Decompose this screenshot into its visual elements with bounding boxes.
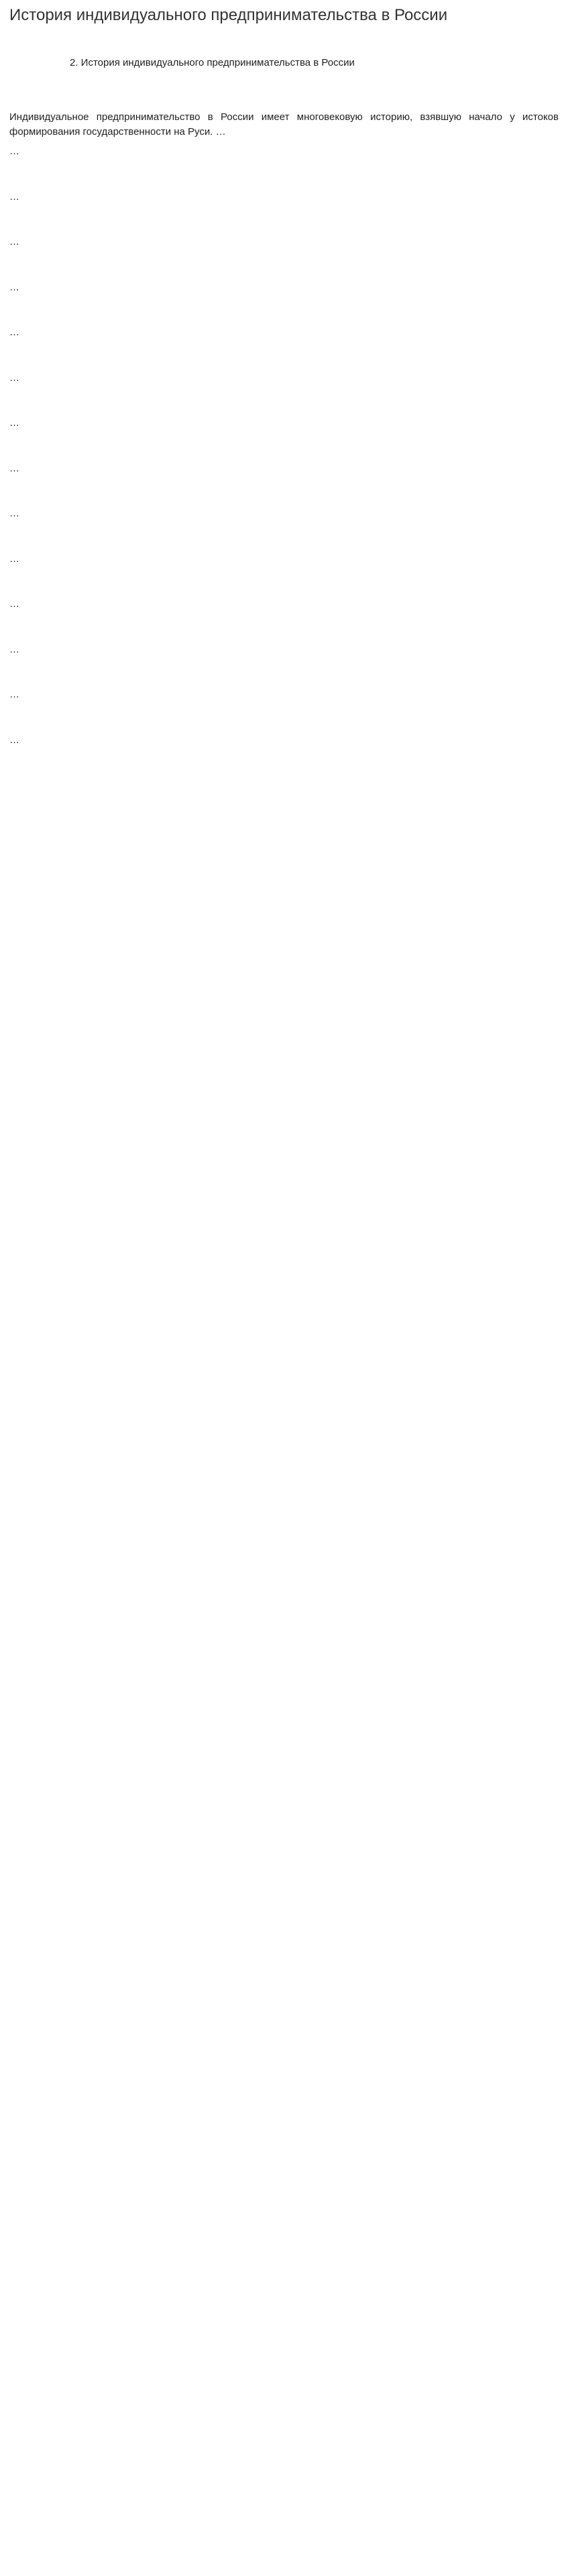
paragraph-trade-cities: … (9, 190, 19, 203)
page-title: История индивидуального предпринимательства в России (9, 6, 448, 24)
paragraph-ussr-period: … (9, 598, 19, 610)
section-heading: 2. История индивидуального предпринимательства в России (70, 57, 355, 68)
paragraph-xvi-xvii: … (9, 372, 19, 384)
paragraph-stage-4-modern: … (9, 643, 19, 655)
paragraph-alexander-reforms: … (9, 508, 19, 519)
paragraph-feudal-period: … (9, 281, 19, 293)
paragraph-stage-2: … (9, 417, 19, 429)
paragraph-catherine: … (9, 462, 19, 474)
paragraph-legal-codes: … (9, 327, 19, 338)
article-body (9, 110, 559, 747)
paragraph-law-1987: … (9, 689, 19, 700)
paragraph-russkaya-pravda: … (9, 236, 19, 247)
paragraph-stage-3-soviet: … (9, 553, 19, 565)
paragraph-conclusion: … (9, 734, 19, 746)
paragraph-stage-1: … (9, 146, 19, 157)
paragraph-intro: Индивидуальное предпринимательство в России имеет многовековую историю, взявшую начало у истоков формирования государственности на Руси. … (9, 111, 559, 137)
